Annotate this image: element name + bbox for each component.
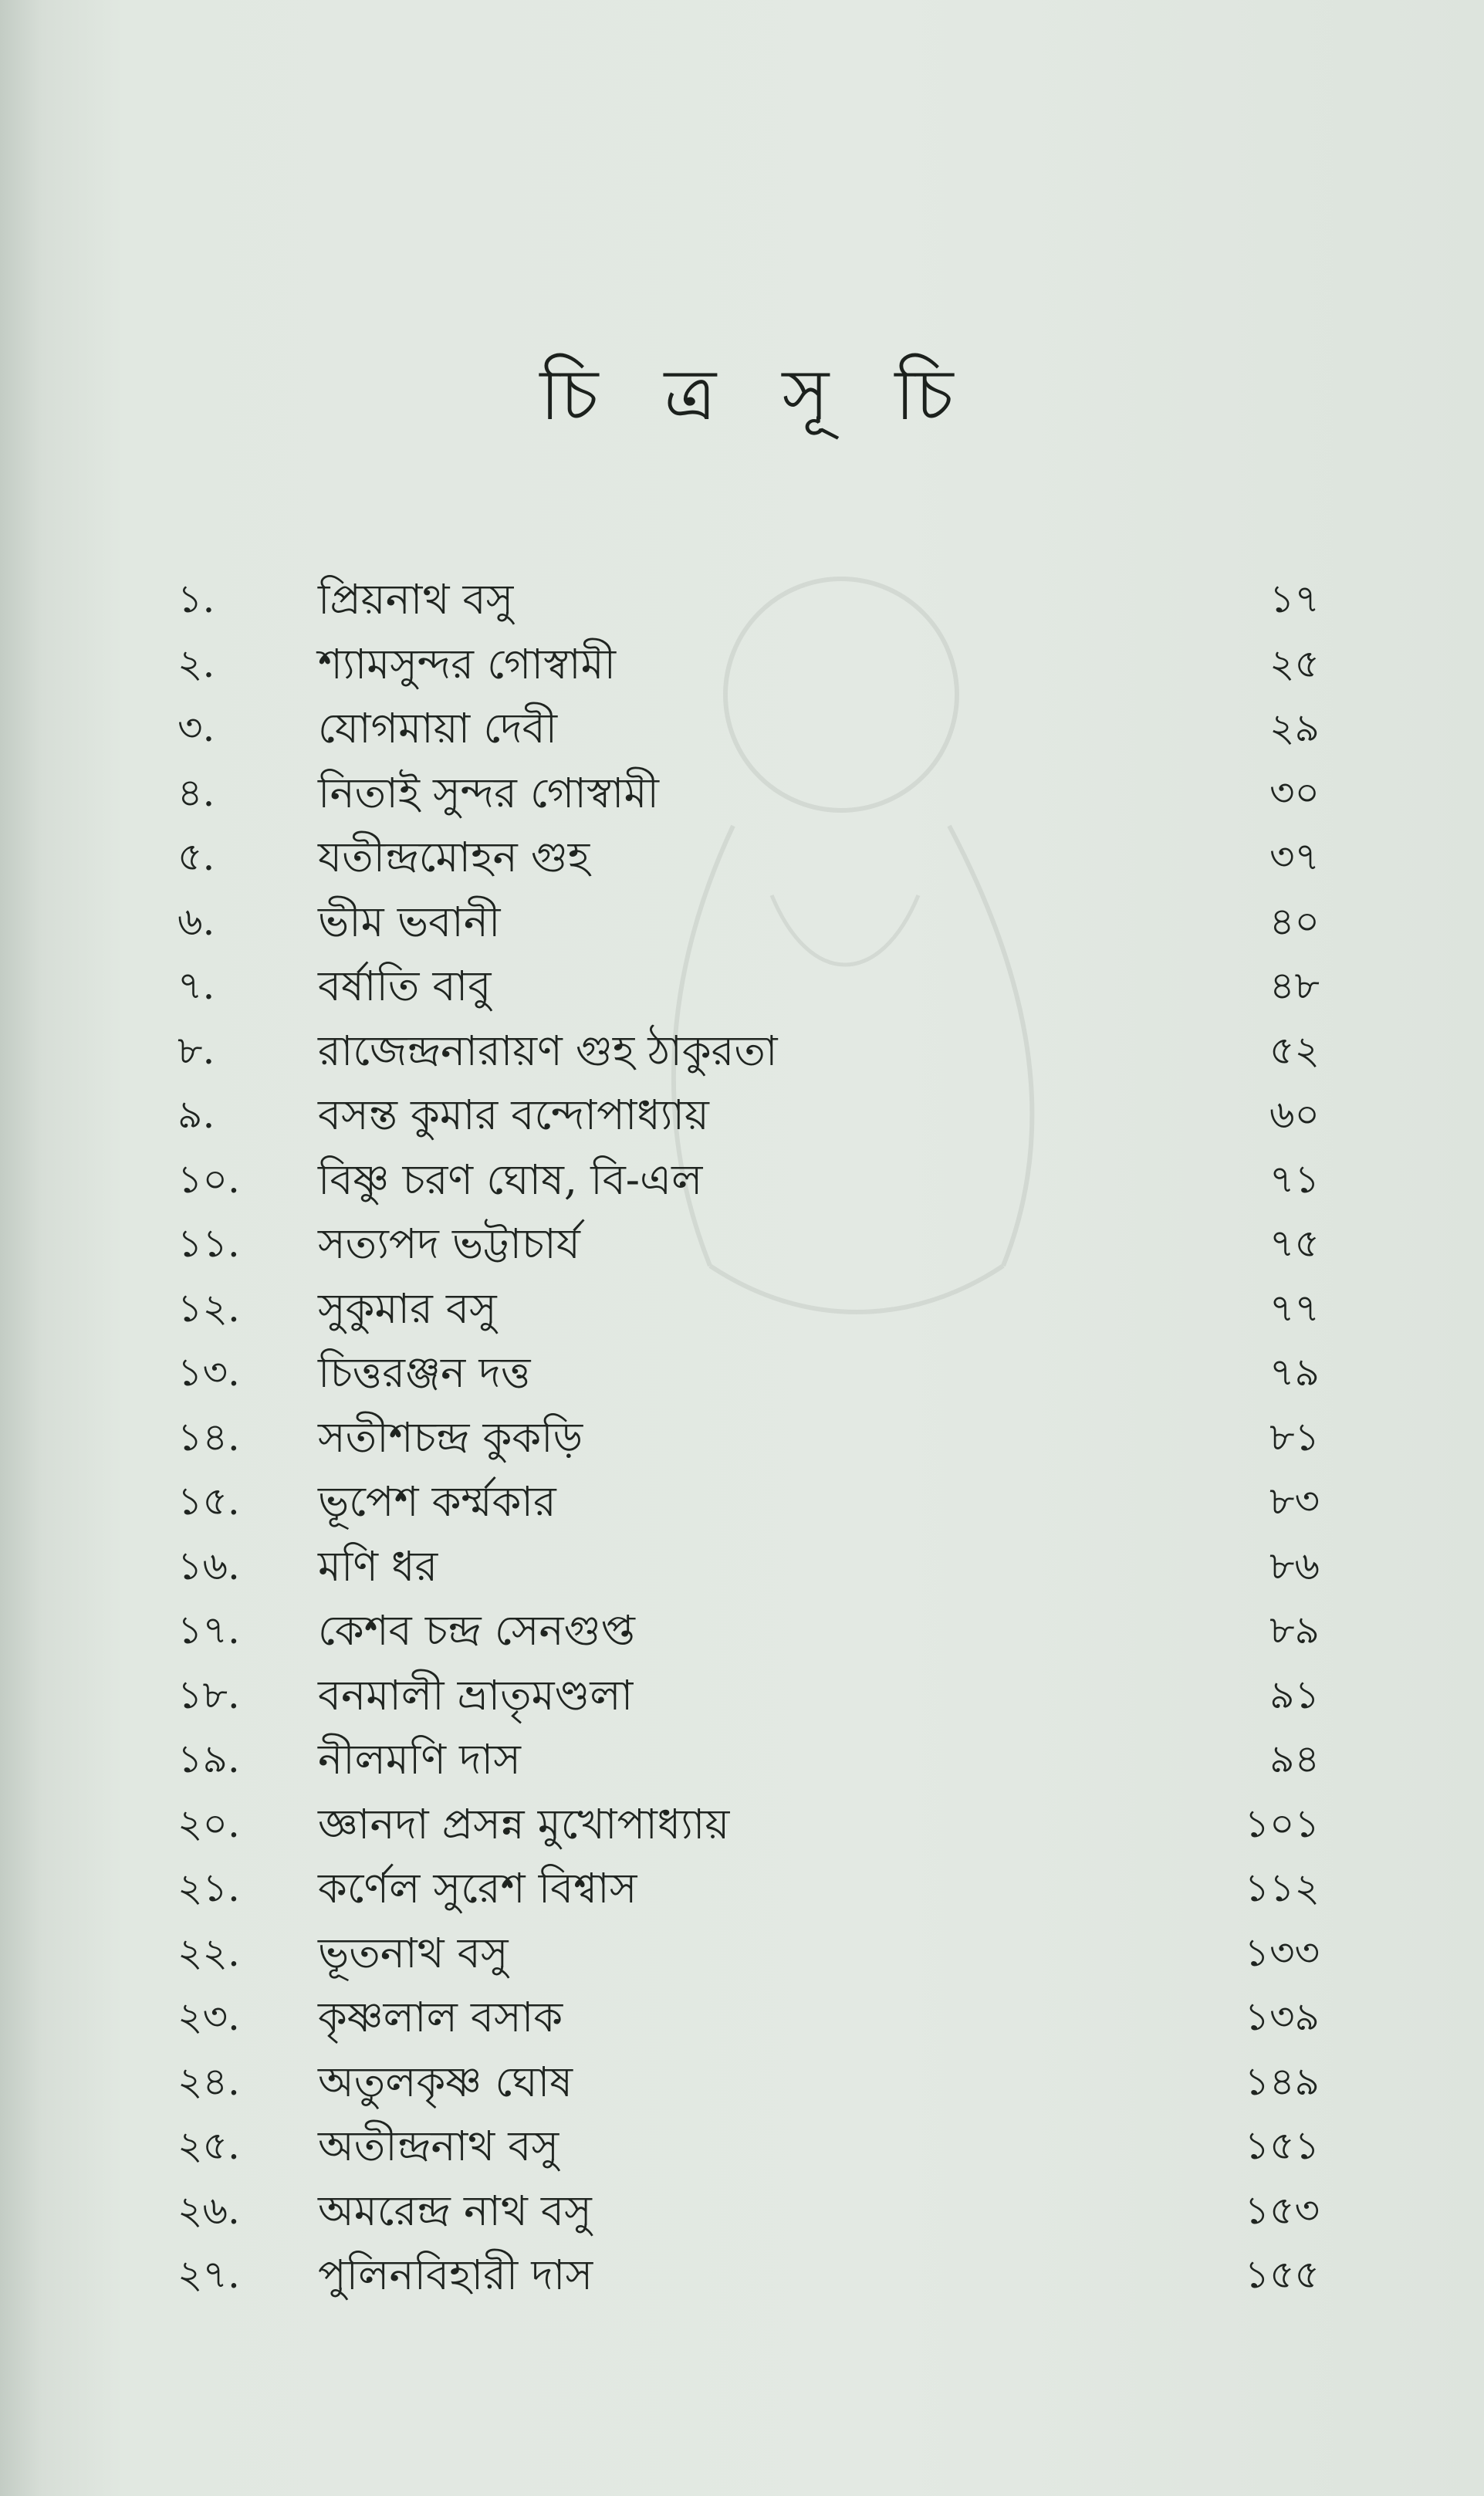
- entry-name: কৃষ্ণলাল বসাক: [318, 1993, 563, 2041]
- index-row: [177, 567, 1320, 632]
- entry-page: ১১২: [1244, 1865, 1320, 1910]
- entry-page: ৯৪: [1269, 1737, 1320, 1781]
- entry-name: ভূপেশ কর্ম্মকার: [318, 1477, 556, 1526]
- entry-name: নিতাই সুন্দর গোস্বামী: [318, 768, 659, 817]
- index-row: [177, 1470, 1320, 1534]
- entry-page: ১৫৩: [1244, 2187, 1320, 2233]
- index-row: [177, 1921, 1320, 1986]
- entry-number: ২১.: [177, 1865, 240, 1910]
- entry-number: ১৬.: [177, 1543, 240, 1588]
- entry-name: রাজেন্দ্রনারায়ণ গুহ ঠাকুরতা: [318, 1026, 778, 1075]
- index-row: [177, 2179, 1320, 2244]
- entry-number: ১৭.: [177, 1608, 240, 1652]
- index-row: [177, 2114, 1320, 2179]
- entry-number: ৩.: [177, 705, 215, 750]
- index-row: [177, 1727, 1320, 1792]
- index-row: [177, 825, 1320, 890]
- entry-page: ৩০: [1269, 769, 1320, 815]
- entry-number: ২৭.: [177, 2252, 240, 2297]
- entry-page: ১৪৯: [1244, 2058, 1320, 2104]
- entry-page: ১৫৫: [1244, 2252, 1320, 2297]
- entry-number: ১০.: [177, 1156, 240, 1202]
- entry-name: বনমালী ভ্রাতৃমণ্ডলা: [318, 1670, 634, 1720]
- index-row: [177, 954, 1320, 1019]
- entry-page: ২৫: [1269, 641, 1320, 686]
- entry-name: নীলমণি দাস: [318, 1735, 521, 1784]
- entry-page: ১৩৩: [1244, 1929, 1320, 1975]
- entry-number: ২৪.: [177, 2058, 240, 2104]
- entry-name: সুকুমার বসু: [318, 1284, 497, 1333]
- entry-name: শ্যামসুন্দর গোস্বামী: [318, 639, 617, 688]
- index-row: [177, 1083, 1320, 1148]
- entry-name: প্রিয়নাথ বসু: [318, 575, 514, 624]
- index-row: [177, 1341, 1320, 1405]
- entry-number: ১৯.: [177, 1737, 240, 1781]
- entry-page: ১৫১: [1244, 2123, 1320, 2168]
- entry-page: ৪৮: [1269, 963, 1320, 1008]
- entry-name: সত্যপদ ভট্টাচার্য: [318, 1219, 580, 1268]
- index-row: [177, 1792, 1320, 1857]
- entry-page: ২৯: [1269, 705, 1320, 750]
- index-row: [177, 1856, 1320, 1921]
- entry-number: ১১.: [177, 1221, 240, 1266]
- entry-name: ভূতনাথ বসু: [318, 1928, 509, 1977]
- entry-name: মণি ধর: [318, 1541, 438, 1591]
- index-row: [177, 1985, 1320, 2050]
- entry-number: ১.: [177, 577, 215, 621]
- entry-name: কেশব চন্দ্র সেনগুপ্ত: [318, 1606, 635, 1655]
- index-row: [177, 696, 1320, 761]
- entry-page: ৩৭: [1269, 834, 1320, 879]
- entry-number: ১৮.: [177, 1672, 240, 1717]
- entry-name: যোগমায়া দেবী: [318, 704, 558, 753]
- entry-number: ১২.: [177, 1285, 240, 1331]
- entry-number: ২৬.: [177, 2187, 240, 2233]
- index-row: [177, 1598, 1320, 1663]
- entry-number: ১৫.: [177, 1479, 240, 1524]
- index-row: [177, 1534, 1320, 1599]
- entry-name: অমরেন্দ্র নাথ বসু: [318, 2186, 592, 2235]
- entry-name: ভীম ভবানী: [318, 897, 501, 946]
- index-row: [177, 632, 1320, 697]
- index-row: [177, 1277, 1320, 1341]
- entry-number: ২৩.: [177, 1994, 240, 2039]
- entry-number: ৫.: [177, 834, 215, 879]
- entry-name: অতীন্দ্রনাথ বসু: [318, 2122, 559, 2170]
- illustration-index: [177, 567, 1320, 2308]
- page-title: চি ত্র সূ চি: [539, 353, 975, 436]
- entry-page: ৮১: [1269, 1414, 1320, 1459]
- entry-number: ১৩.: [177, 1350, 240, 1395]
- entry-page: ৭৫: [1269, 1221, 1320, 1266]
- entry-name: বিষ্ণু চরণ ঘোষ, বি-এল: [318, 1155, 703, 1204]
- index-row: [177, 2050, 1320, 2115]
- entry-page: ১৩৯: [1244, 1994, 1320, 2039]
- index-row: [177, 1405, 1320, 1470]
- entry-page: ৫২: [1269, 1027, 1320, 1073]
- entry-number: ২.: [177, 641, 215, 686]
- entry-page: ৭১: [1269, 1156, 1320, 1202]
- entry-page: ১৭: [1269, 577, 1320, 621]
- entry-number: ৪.: [177, 769, 215, 815]
- entry-name: জ্ঞানদা প্রসন্ন মুখোপাধ্যায়: [318, 1799, 730, 1848]
- index-row: [177, 890, 1320, 955]
- entry-page: ৯১: [1269, 1672, 1320, 1717]
- entry-name: চিত্তরঞ্জন দত্ত: [318, 1348, 531, 1397]
- entry-name: বসন্ত কুমার বন্দোপাধ্যায়: [318, 1091, 709, 1139]
- index-row: [177, 1663, 1320, 1728]
- entry-page: ১০১: [1244, 1801, 1320, 1846]
- index-row: [177, 1019, 1320, 1084]
- index-row: [177, 761, 1320, 826]
- entry-number: ৯.: [177, 1092, 215, 1137]
- entry-name: কর্ণেল সুরেশ বিশ্বাস: [318, 1864, 637, 1913]
- index-row: [177, 1148, 1320, 1212]
- entry-name: সতীশচন্দ্র কুকড়ি: [318, 1412, 583, 1462]
- entry-page: ৮৬: [1269, 1543, 1320, 1588]
- entry-number: ৬.: [177, 898, 215, 944]
- entry-page: ৮৩: [1269, 1479, 1320, 1524]
- entry-number: ২০.: [177, 1801, 240, 1846]
- entry-page: ৭৯: [1269, 1350, 1320, 1395]
- entry-number: ২৫.: [177, 2123, 240, 2168]
- entry-name: অতুলকৃষ্ণ ঘোষ: [318, 2057, 573, 2106]
- entry-page: ৬০: [1269, 1092, 1320, 1137]
- index-row: [177, 1212, 1320, 1277]
- entry-number: ১৪.: [177, 1414, 240, 1459]
- index-row: [177, 2243, 1320, 2308]
- entry-name: পুলিনবিহারী দাস: [318, 2251, 593, 2299]
- entry-number: ২২.: [177, 1929, 240, 1975]
- entry-page: ৭৭: [1269, 1285, 1320, 1331]
- entry-name: যতীন্দ্রমোহন গুহ: [318, 833, 590, 881]
- entry-page: ৪০: [1269, 898, 1320, 944]
- entry-number: ৮.: [177, 1027, 215, 1073]
- entry-page: ৮৯: [1269, 1608, 1320, 1652]
- entry-name: বর্ষাতি বাবু: [318, 962, 492, 1010]
- entry-number: ৭.: [177, 963, 215, 1008]
